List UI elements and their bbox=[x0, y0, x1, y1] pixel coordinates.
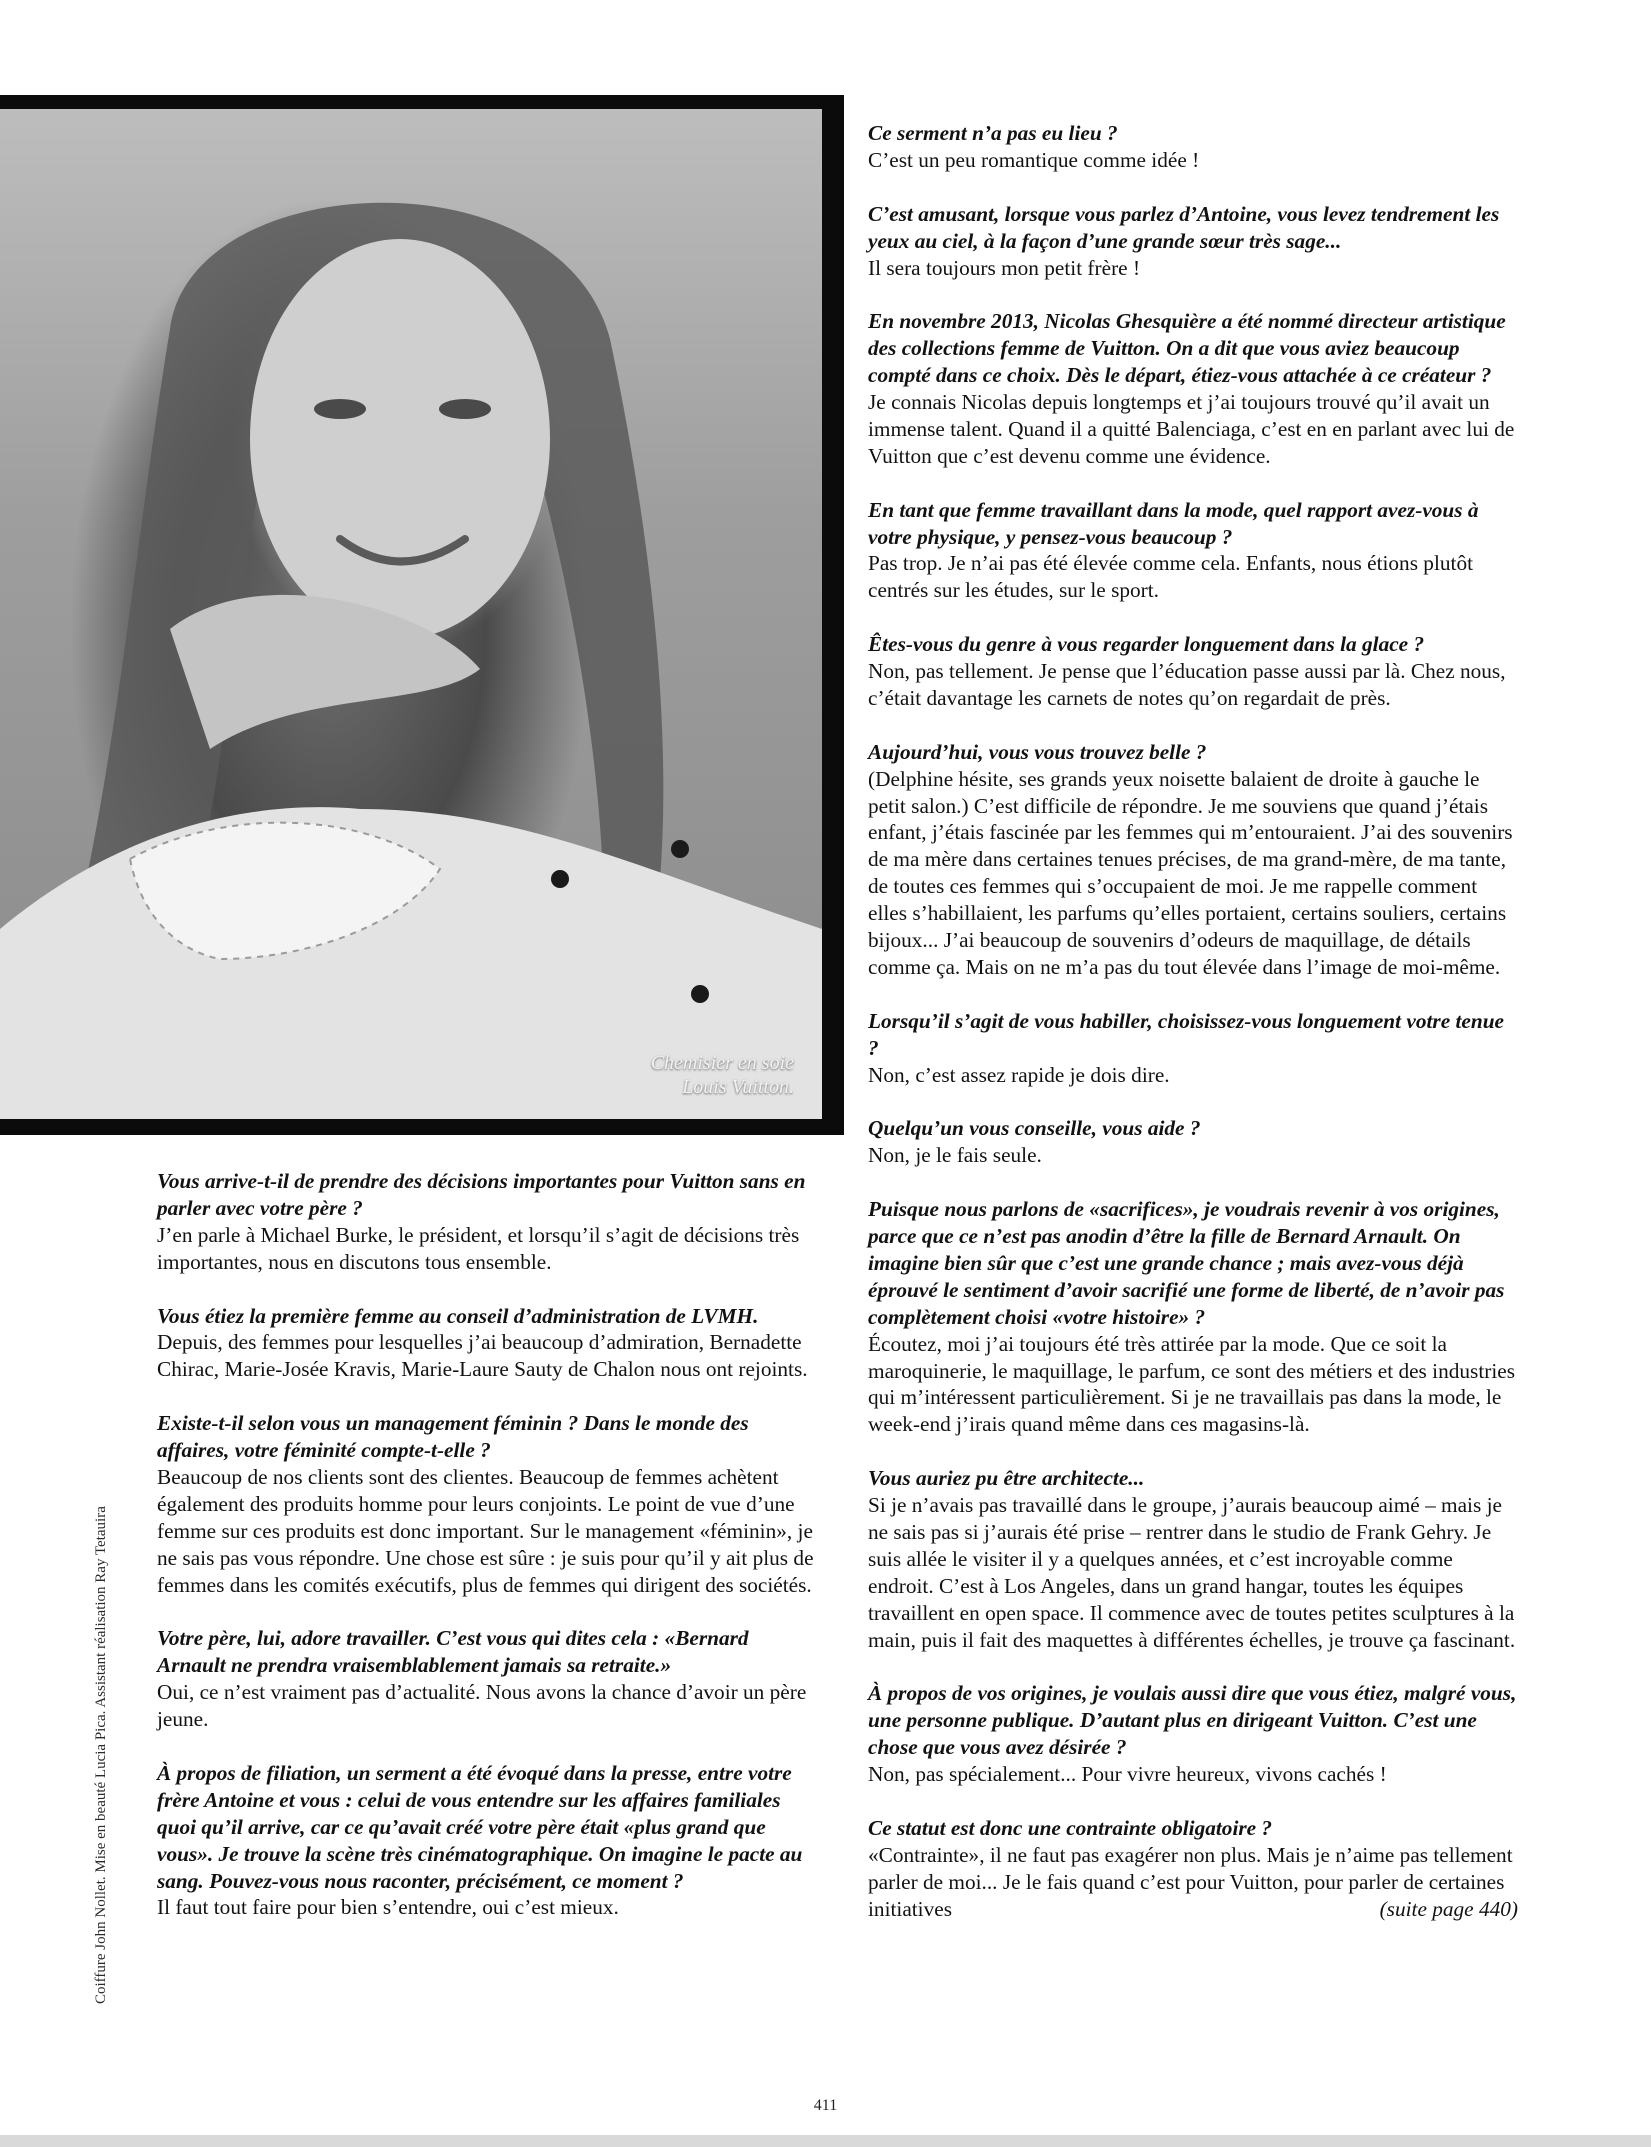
answer: Il faut tout faire pour bien s’entendre, oui c’est mieux. bbox=[157, 1895, 619, 1920]
qa-block bbox=[868, 739, 1518, 981]
question: En novembre 2013, Nicolas Ghesquière a été nommé directeur artistique des collections femme de Vuitton. On a dit que vous aviez beaucoup compté dans ce choix. Dès le départ, étiez-vous attachée à ce créateur ? bbox=[868, 309, 1506, 388]
answer: Non, c’est assez rapide je dois dire. bbox=[868, 1062, 1170, 1087]
answer: Oui, ce n’est vraiment pas d’actualité. Nous avons la chance d’avoir un père jeune. bbox=[157, 1680, 807, 1732]
page-number: 411 bbox=[813, 2097, 838, 2114]
caption-line: Louis Vuitton. bbox=[682, 1076, 794, 1098]
qa-block bbox=[868, 1680, 1518, 1788]
question: Quelqu’un vous conseille, vous aide ? bbox=[868, 1116, 1201, 1141]
answer: Pas trop. Je n’ai pas été élevée comme cela. Enfants, nous étions plutôt centrés sur les études, sur le sport. bbox=[868, 551, 1474, 603]
qa-block bbox=[157, 1303, 817, 1384]
answer: J’en parle à Michael Burke, le président, et lorsqu’il s’agit de décisions très importantes, nous en discutons tous ensemble. bbox=[157, 1222, 800, 1274]
qa-block bbox=[868, 497, 1518, 605]
qa-block bbox=[157, 1760, 817, 1921]
answer bbox=[868, 1842, 1518, 1923]
right-text-column bbox=[868, 120, 1518, 1949]
qa-block bbox=[868, 1008, 1518, 1089]
question: Vous auriez pu être architecte... bbox=[868, 1466, 1145, 1491]
question: À propos de filiation, un serment a été évoqué dans la presse, entre votre frère Antoine et vous : celui de vous entendre sur les affaires familiales quoi qu’il arrive, car ce qu’avait créé votre père était «plus grand que vous». Je trouve la scène très cinématographique. On imagine le pacte au sang. Pouvez-vous nous raconter, précisément, ce moment ? bbox=[157, 1760, 803, 1893]
caption-line: Chemisier en soie bbox=[650, 1052, 794, 1074]
qa-block bbox=[868, 1815, 1518, 1923]
qa-block bbox=[868, 631, 1518, 712]
answer: Depuis, des femmes pour lesquelles j’ai beaucoup d’admiration, Bernadette Chirac, Marie-Josée Kravis, Marie-Laure Sauty de Chalon nous ont rejoints. bbox=[157, 1330, 808, 1382]
question: Ce statut est donc une contrainte obligatoire ? bbox=[868, 1815, 1273, 1840]
question: En tant que femme travaillant dans la mode, quel rapport avez-vous à votre physique, y pensez-vous beaucoup ? bbox=[868, 497, 1479, 549]
photo-frame bbox=[0, 95, 844, 1135]
answer: Beaucoup de nos clients sont des clientes. Beaucoup de femmes achètent également des produits homme pour leurs conjoints. Le point de vue d’une femme sur ces produits est donc important. Sur le management «féminin», je ne sais pas vous répondre. Une chose est sûre : je suis pour qu’il y ait plus de femmes dans les comités exécutifs, plus de femmes qui dirigent des sociétés. bbox=[157, 1464, 814, 1597]
continued-reference: (suite page 440) bbox=[1379, 1896, 1518, 1921]
answer: Non, pas tellement. Je pense que l’éducation passe aussi par là. Chez nous, c’était davantage les carnets de notes qu’on regardait de près. bbox=[868, 659, 1506, 710]
question: Lorsqu’il s’agit de vous habiller, choisissez-vous longuement votre tenue ? bbox=[868, 1008, 1504, 1060]
answer: Si je n’avais pas travaillé dans le groupe, j’aurais beaucoup aimé – mais je ne sais pas si j’aurais été prise – rentrer dans le studio de Frank Gehry. Je suis allée le visiter il y a quelques années, et c’est incroyable comme endroit. C’est à Los Angeles, dans un grand hangar, toutes les équipes travaillent en open space. Il commence avec de toutes petites sculptures à la main, puis il fait des maquettes à différentes échelles, je trouve ça fascinant. bbox=[868, 1493, 1516, 1652]
answer: C’est un peu romantique comme idée ! bbox=[868, 147, 1200, 172]
qa-block bbox=[868, 1196, 1518, 1438]
question: Vous étiez la première femme au conseil d’administration de LVMH. bbox=[157, 1303, 759, 1328]
photo-caption bbox=[651, 1051, 794, 1099]
answer: Je connais Nicolas depuis longtemps et j’ai toujours trouvé qu’il avait un immense talent. Quand il a quitté Balenciaga, c’est en en parlant avec lui de Vuitton que c’est devenu comme une évidence. bbox=[868, 390, 1515, 468]
qa-block bbox=[868, 1465, 1518, 1653]
qa-block bbox=[157, 1410, 817, 1598]
question: Êtes-vous du genre à vous regarder longuement dans la glace ? bbox=[868, 632, 1425, 657]
question: Votre père, lui, adore travailler. C’est vous qui dites cela : «Bernard Arnault ne prendra vraisemblablement jamais sa retraite.» bbox=[157, 1626, 749, 1678]
answer: Non, pas spécialement... Pour vivre heureux, vivons cachés ! bbox=[868, 1762, 1387, 1787]
bottom-band bbox=[0, 2135, 1651, 2147]
question: C’est amusant, lorsque vous parlez d’Antoine, vous levez tendrement les yeux au ciel, à la façon d’une grande sœur très sage... bbox=[868, 201, 1500, 253]
answer: Il sera toujours mon petit frère ! bbox=[868, 255, 1141, 280]
qa-block bbox=[157, 1168, 817, 1276]
photo-credits: Coiffure John Nollet. Mise en beauté Lucia Pica. Assistant réalisation Ray Tetauira bbox=[93, 1506, 109, 2004]
answer-text: «Contrainte», il ne faut pas exagérer non plus. Mais je n’aime pas tellement parler de moi... Je le fais quand c’est pour Vuitton, pour parler de certaines initiatives bbox=[868, 1842, 1513, 1921]
question: Ce serment n’a pas eu lieu ? bbox=[868, 121, 1118, 145]
answer: Écoutez, moi j’ai toujours été très attirée par la mode. Que ce soit la maroquinerie, le maquillage, le parfum, ce sont des métiers et des industries qui m’intéressent particulièrement. Si je ne travaillais pas dans la mode, le week-end j’irais quand même dans ces magasins-là. bbox=[868, 1331, 1515, 1437]
question: À propos de vos origines, je voulais aussi dire que vous étiez, malgré vous, une personne publique. D’autant plus en dirigeant Vuitton. C’est une chose que vous avez désirée ? bbox=[868, 1681, 1517, 1760]
left-text-column bbox=[157, 1168, 817, 1948]
qa-block bbox=[868, 201, 1518, 282]
qa-block bbox=[868, 1115, 1518, 1169]
qa-block bbox=[868, 120, 1518, 174]
question: Puisque nous parlons de «sacrifices», je voudrais revenir à vos origines, parce que ce n’est pas anodin d’être la fille de Bernard Arnault. On imagine bien sûr que c’est une grande chance ; mais avez-vous déjà éprouvé le sentiment d’avoir sacrifié une forme de liberté, de n’avoir pas complètement choisi «votre histoire» ? bbox=[868, 1197, 1505, 1329]
question: Existe-t-il selon vous un management féminin ? Dans le monde des affaires, votre féminité compte-t-elle ? bbox=[157, 1411, 749, 1463]
qa-block bbox=[157, 1625, 817, 1733]
answer: (Delphine hésite, ses grands yeux noisette balaient de droite à gauche le petit salon.) C’est difficile de répondre. Je me souviens que quand j’étais enfant, j’étais fascinée par les femmes qui m’entouraient. J’ai des souvenirs de ma mère dans certaines tenues précises, de ma grand-mère, de ma tante, de toutes ces femmes qui s’occupaient de moi. Je me rappelle comment elles s’habillaient, les parfums qu’elles portaient, certains souliers, certains bijoux... J’ai beaucoup de souvenirs d’odeurs de maquillage, de détails comme ça. Mais on ne m’a pas du tout élevée dans l’image de moi-même. bbox=[868, 766, 1513, 980]
qa-block bbox=[868, 308, 1518, 469]
question: Vous arrive-t-il de prendre des décisions importantes pour Vuitton sans en parler avec votre père ? bbox=[157, 1169, 806, 1220]
question: Aujourd’hui, vous vous trouvez belle ? bbox=[868, 739, 1207, 764]
portrait-photo bbox=[0, 109, 822, 1119]
portrait-illustration bbox=[0, 109, 822, 1119]
answer: Non, je le fais seule. bbox=[868, 1143, 1042, 1168]
